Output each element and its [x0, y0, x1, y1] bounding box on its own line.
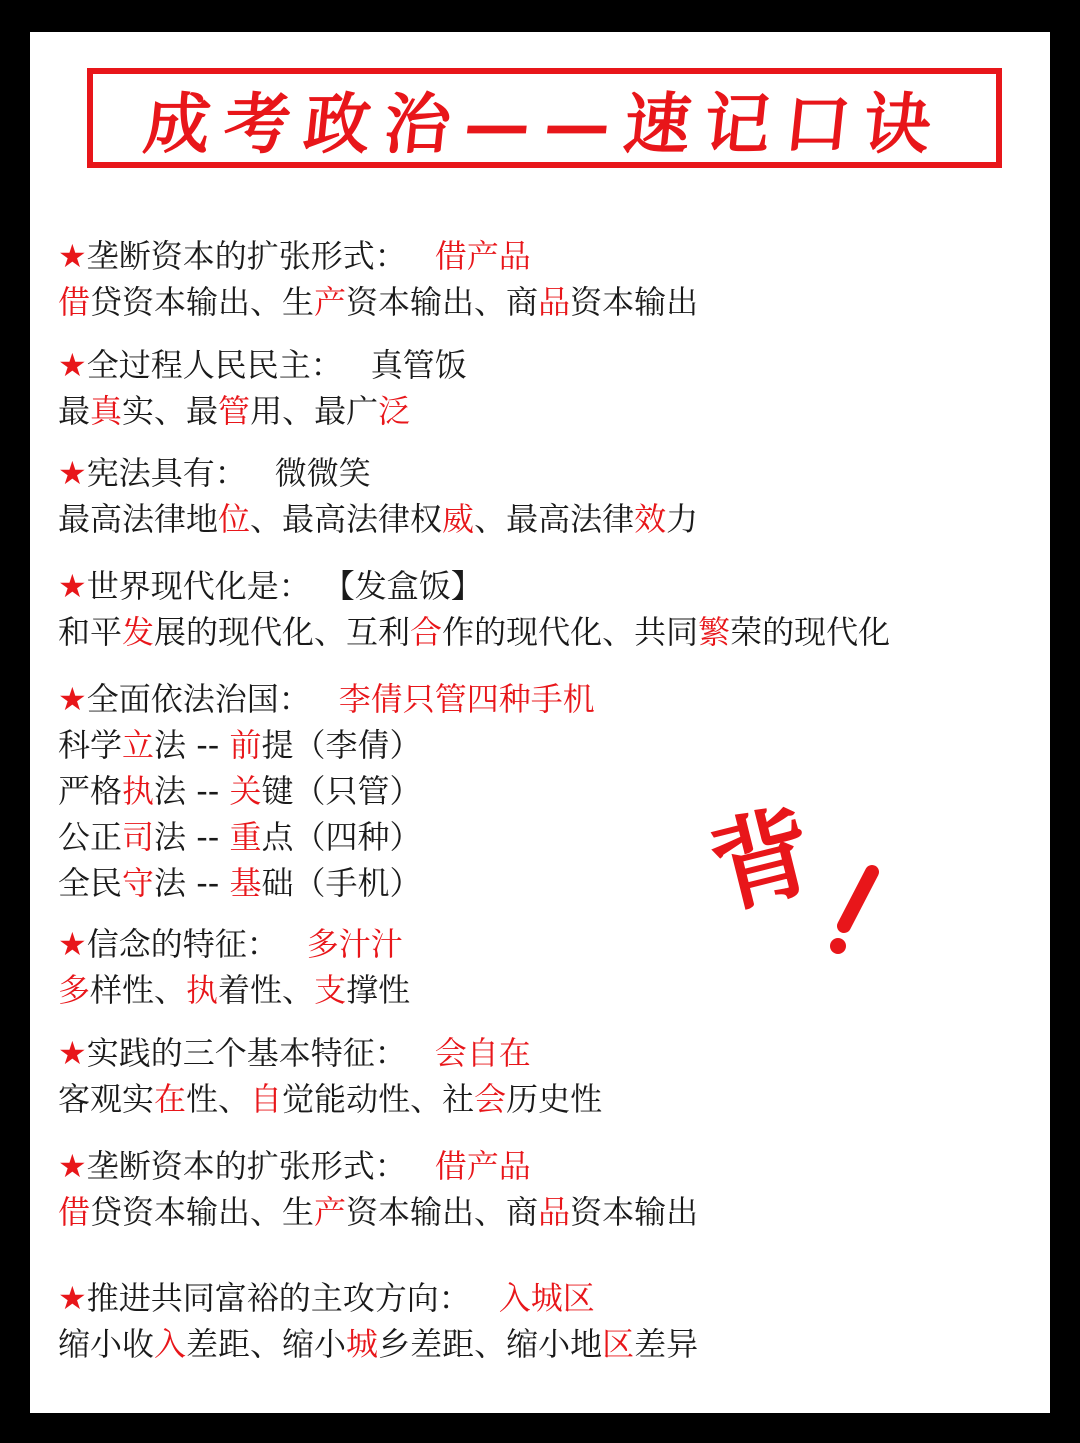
- heading-text: 全过程人民民主：: [86, 346, 343, 384]
- line-text: 、最高法律权: [250, 500, 443, 538]
- highlight-char: 借: [58, 283, 91, 321]
- highlight-char: 产: [314, 1193, 347, 1231]
- stamp-char: 背: [699, 790, 825, 930]
- mnemonic-item: [58, 342, 1038, 434]
- highlight-char: 执: [186, 971, 219, 1009]
- highlight-char: 威: [442, 500, 475, 538]
- line-text: 乡差距、缩小地: [378, 1325, 603, 1363]
- highlight-char: 区: [602, 1325, 635, 1363]
- explanation-line: [58, 279, 1038, 325]
- line-text: 公正: [58, 818, 123, 856]
- mnemonic-item: [58, 233, 1038, 325]
- highlight-char: 立: [122, 726, 155, 764]
- highlight-char: 繁: [698, 613, 731, 651]
- mnemonic-key: 李倩只管四种手机: [338, 680, 595, 718]
- item-heading: [58, 1030, 1038, 1076]
- line-text: 展的现代化、互利: [154, 613, 411, 651]
- mnemonic-key: 【发盒饭】: [338, 567, 483, 605]
- line-text: 和平: [58, 613, 123, 651]
- highlight-char: 在: [154, 1080, 187, 1118]
- heading-text: 全面依法治国：: [86, 680, 311, 718]
- line-text: 、最高法律: [474, 500, 635, 538]
- line-text: 点（四种）: [261, 818, 422, 856]
- item-heading: [58, 1275, 1038, 1321]
- line-text: 最: [58, 392, 91, 430]
- mnemonic-key: 真管饭: [370, 346, 467, 384]
- line-text: 历史性: [506, 1080, 603, 1118]
- star-icon: ★: [58, 680, 87, 718]
- exclamation-mark-icon: [712, 800, 892, 960]
- highlight-char: 会: [474, 1080, 507, 1118]
- line-text: 作的现代化、共同: [442, 613, 699, 651]
- heading-text: 垄断资本的扩张形式：: [86, 1147, 407, 1185]
- explanation-line: [58, 1189, 1038, 1235]
- line-text: 科学: [58, 726, 123, 764]
- line-text: 法 --: [154, 864, 230, 902]
- line-text: 础（手机）: [261, 864, 422, 902]
- explanation-line: [58, 1321, 1038, 1367]
- line-text: 力: [666, 500, 699, 538]
- line-text: 贷资本输出、生: [90, 1193, 315, 1231]
- mnemonic-key: 微微笑: [274, 454, 371, 492]
- line-text: 资本输出、商: [346, 1193, 539, 1231]
- heading-text: 宪法具有：: [86, 454, 247, 492]
- line-text: 法 --: [154, 772, 230, 810]
- line-text: 法 --: [154, 726, 230, 764]
- mnemonic-item: [58, 1143, 1038, 1235]
- highlight-char: 重: [229, 818, 262, 856]
- line-text: 严格: [58, 772, 123, 810]
- item-heading: [58, 563, 1038, 609]
- heading-text: 世界现代化是：: [86, 567, 311, 605]
- highlight-char: 支: [314, 971, 347, 1009]
- star-icon: ★: [58, 1147, 87, 1185]
- star-icon: ★: [58, 567, 87, 605]
- line-text: 着性、: [218, 971, 315, 1009]
- line-text: 资本输出: [570, 283, 699, 321]
- stamp: [699, 790, 892, 960]
- title-box: [87, 68, 1002, 168]
- highlight-char: 品: [538, 1193, 571, 1231]
- highlight-char: 基: [229, 864, 262, 902]
- line-text: 差异: [634, 1325, 699, 1363]
- explanation-line: [58, 722, 1038, 768]
- mnemonic-item: [58, 450, 1038, 542]
- item-heading: [58, 676, 1038, 722]
- item-heading: [58, 233, 1038, 279]
- item-heading: [58, 450, 1038, 496]
- heading-text: 信念的特征：: [86, 925, 279, 963]
- highlight-char: 关: [229, 772, 262, 810]
- mnemonic-key: 借产品: [434, 237, 531, 275]
- line-text: 贷资本输出、生: [90, 283, 315, 321]
- highlight-char: 城: [346, 1325, 379, 1363]
- mnemonic-key: 入城区: [498, 1279, 595, 1317]
- explanation-line: [58, 388, 1038, 434]
- line-text: 觉能动性、社: [282, 1080, 475, 1118]
- line-text: 样性、: [90, 971, 187, 1009]
- highlight-char: 真: [90, 392, 123, 430]
- line-text: 最高法律地: [58, 500, 219, 538]
- highlight-char: 合: [410, 613, 443, 651]
- explanation-line: [58, 609, 1038, 655]
- highlight-char: 自: [250, 1080, 283, 1118]
- line-text: 资本输出: [570, 1193, 699, 1231]
- highlight-char: 司: [122, 818, 155, 856]
- highlight-char: 位: [218, 500, 251, 538]
- line-text: 用、最广: [250, 392, 379, 430]
- highlight-char: 借: [58, 1193, 91, 1231]
- highlight-char: 多: [58, 971, 91, 1009]
- line-text: 全民: [58, 864, 123, 902]
- mnemonic-key: 借产品: [434, 1147, 531, 1185]
- highlight-char: 效: [634, 500, 667, 538]
- highlight-char: 发: [122, 613, 155, 651]
- mnemonic-key: 会自在: [434, 1034, 531, 1072]
- line-text: 客观实: [58, 1080, 155, 1118]
- line-text: 键（只管）: [261, 772, 422, 810]
- line-text: 荣的现代化: [730, 613, 891, 651]
- highlight-char: 守: [122, 864, 155, 902]
- line-text: 实、最: [122, 392, 219, 430]
- mnemonic-item: [58, 1030, 1038, 1122]
- mnemonic-key: 多汁汁: [306, 925, 403, 963]
- explanation-line: [58, 967, 1038, 1013]
- star-icon: ★: [58, 925, 87, 963]
- heading-text: 推进共同富裕的主攻方向：: [86, 1279, 471, 1317]
- line-text: 撑性: [346, 971, 411, 1009]
- line-text: 法 --: [154, 818, 230, 856]
- page-title: 成考政治——速记口诀: [139, 84, 949, 163]
- highlight-char: 品: [538, 283, 571, 321]
- line-text: 提（李倩）: [261, 726, 422, 764]
- star-icon: ★: [58, 1034, 87, 1072]
- star-icon: ★: [58, 454, 87, 492]
- highlight-char: 执: [122, 772, 155, 810]
- heading-text: 实践的三个基本特征：: [86, 1034, 407, 1072]
- highlight-char: 前: [229, 726, 262, 764]
- star-icon: ★: [58, 346, 87, 384]
- explanation-line: [58, 496, 1038, 542]
- highlight-char: 产: [314, 283, 347, 321]
- highlight-char: 入: [154, 1325, 187, 1363]
- line-text: 差距、缩小: [186, 1325, 347, 1363]
- line-text: 缩小收: [58, 1325, 155, 1363]
- heading-text: 垄断资本的扩张形式：: [86, 237, 407, 275]
- item-heading: [58, 342, 1038, 388]
- star-icon: ★: [58, 237, 87, 275]
- line-text: 资本输出、商: [346, 283, 539, 321]
- line-text: 性、: [186, 1080, 251, 1118]
- star-icon: ★: [58, 1279, 87, 1317]
- highlight-char: 管: [218, 392, 251, 430]
- mnemonic-item: [58, 1275, 1038, 1367]
- highlight-char: 泛: [378, 392, 411, 430]
- item-heading: [58, 1143, 1038, 1189]
- mnemonic-item: [58, 563, 1038, 655]
- explanation-line: [58, 1076, 1038, 1122]
